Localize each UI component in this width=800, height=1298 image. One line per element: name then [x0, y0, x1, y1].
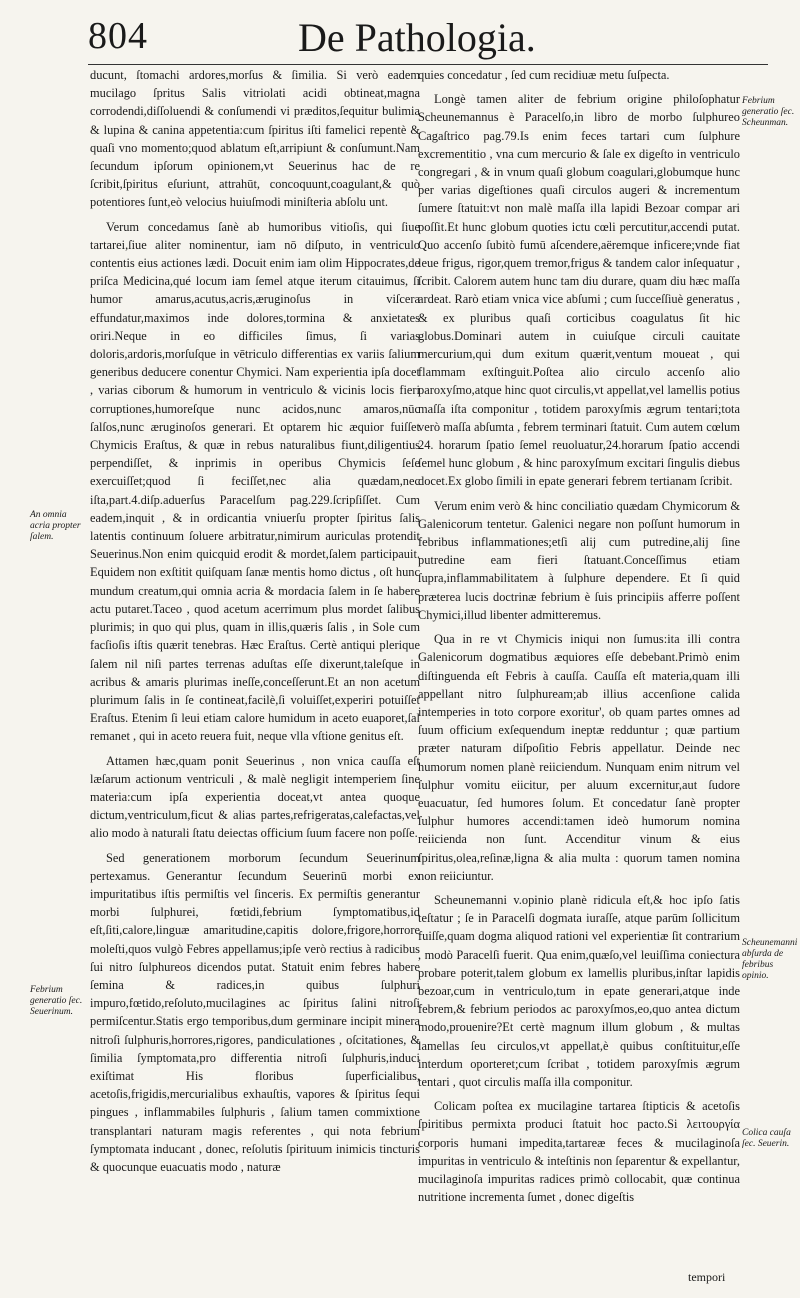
running-title: De Pathologia.: [298, 15, 536, 60]
left-paragraph: Attamen hæc,quam ponit Seuerinus , non vnica cauſſa eſt læſarum actionum ventriculi , & malè negligit intemperiem ſine materia:cum ipſa experientia doceat,vt antea quoque dictum,ventriculum,ficut & alias partes,refrigeratas,calefactas,vel alio modo à naturali ſtatu deiectas officium ſuum facere non poſſe.: [90, 753, 420, 841]
right-paragraph: Qua in re vt Chymicis iniqui non ſumus:ita illi contra Galenicorum dogmatibus æquiores eſſe debebant.Primò enim diſtinguenda eſt Febris à cauſſa. Cauſſa eſt materia,quam illi appellant nitro ſulphuream;ab illius accenſione calida intemperies in toto corpore exoritur', ob quam partes omnes ad ſuum officium exſequendum ineptæ redduntur ; quæ partium præter naturam diſpoſitio Febris appellatur. Deinde nec humorum nomen planè reiiciendum. Nunquam enim nitrum vel ſulphur vomitu eiicitur, per aluum excernitur,aut ſudore euacuatur, ſed humores ſolum. Et concedatur ſanè propter ſulphur humores accendi:tamen ideò humorum nomina reiicienda non ſunt. Accenditur vinum & eius ſpiritus,olea,reſinæ,ligna & alia multa : quorum tamen nomina non reiiciuntur.: [418, 632, 740, 883]
margin-note-colica-causa: Colica cauſa ſec. Seuerin.: [742, 1128, 791, 1149]
right-column: [418, 66, 740, 1291]
right-paragraph: Colicam poſtea ex mucilagine tartarea ſtipticis & acetoſis ſpiritibus permixta produci ſtatuit hoc pacto.Si λειτουργία corporis humani impedita,tartareæ feces & mucilaginoſa impuritas in ventriculo & inteſtinis non ſeparentur & expellantur, mucilaginoſa impuritas radices primò collocabit, quæ continua nutritione incrementa ſumet , donec digeſtis: [418, 1099, 740, 1205]
margin-note-scheunemann-absurda: Scheunemanni abſurda de febribus opinio.: [742, 938, 798, 981]
page-number: 804: [88, 15, 148, 57]
margin-note-febrium-generatio-scheunemann: Febrium generatio ſec. Scheunman.: [742, 96, 795, 128]
left-paragraph: Sed generationem morborum ſecundum Seuerinum pertexamus. Generantur ſecundum Seuerinū morbi ex impuritatibus iſtis permiſtis vel ſinceris. Ex permiſtis generantur morbi ſulphurei, fœtidi,febrium ſymptomatibus,id eſt,ſiti,calore,linguæ amaritudine,capitis dolore,frigore,horrore moleſti,quos vulgò Febres appellamus;ipſe verò rectius à radicibus ſui nitro ſulphureos dicendos putat. Statuit enim febres habere ſemina & radices,in quibus ſulphuri impuro,fœtido,reſoluto,mucilagines ac ſpiritus ſalini nitroſi permiſcentur.Statis ergo temporibus,dum germinare incipit minera nitroſi ſulphuris,horrores,rigores, pandiculationes , oſcitationes, & ſimilia ſymptomata,pro differentia nitroſi ſulphuris,induci exiſtimat His floribus ſuperficialibus, acetoſis,frigidis,mercurialibus exhauſtis, vapores & ſpiritus ſequi pingues , inflammabiles ſulphuris , ſalium tamen commixtione transplantari naturam magis referentes , qui nota febrium ſymptomata inducant , donec, reſolutis ſpirituum inimicis tincturis & quocunque euacuatis modo , naturæ: [90, 850, 420, 1174]
right-paragraph: Verum enim verò & hinc conciliatio quædam Chymicorum & Galenicorum tentetur. Galenici negare non poſſunt humorum in febribus inflammationes;etſi alij cum putredine,alij ſine putredine eam fieri ſtatuant.Conceſſimus etiam ſupra,inflammabilitatem à ſulphure dependere. Et ſi quid præterea lucis doctrinæ febrium è ſuis principiis afferre poſſent Chymici,illud libenter admitteremus.: [418, 498, 740, 622]
left-paragraph: ducunt, ſtomachi ardores,morſus & ſimilia. Si verò eadem mucilago ſpritus Salis vitriolati acidi obtineat,magna corrodendi,diſſoluendi & conſumendi vi præditos,ſequitur bulimia & lupina & canina appetentia:cum ſpiritus iſti famelici repentè & quaſi vno momento;quod ablatum eſt,arripiunt & conſumunt.Nam ſecundum ipſorum opinionem,vt Seuerinus hac de re ſcribit,ſpiritus eſuriunt, attrahūt, concoquunt,coagulant,& quò potentiores ſunt,eò velocius huiuſmodi miniſteria abſolu unt.: [90, 68, 420, 210]
margin-note-febrium-generatio-severinus: Febrium generatio ſec. Seuerinum.: [30, 985, 83, 1017]
header-rule: [88, 64, 768, 65]
margin-note-an-omnia: An omnia acria propter ſalem.: [30, 510, 81, 542]
page-header: [88, 14, 768, 66]
left-paragraph: Verum concedamus ſanè ab humoribus vitioſis, qui ſiue tartarei,ſiue aliter nominentur, iam nō diſputo, in ventriculo contentis eius actiones lædi. Docuit enim iam olim Hippocrates,de priſca Medicina,qué locum iam ſemel atque iterum citauimus, ſi humor amarus,acutus,acris,æruginoſus in viſcera effundatur,maximos inde dolores,tormina & anxietates oriri.Neque in eo difficiles ſimus, ſi varias doloris,ardoris,morſuſque in vētriculo differentias ex variis ſalium generibus deducere conentur Chymici. Nam experientia ipſa docet , varias ciborum & humorum in ventriculo & vicinis locis fieri corruptiones,humoreſque nunc acidos,nunc amaros,nūc ſalſos,nunc æruginoſos generari. Et optarem hic æquior fuiſſet Chymicis Eraſtus, & quæ in rebus naturalibus fiunt,diligentius perpendiſſet, & inprimis in operibus Chymicis ſeſe exercuiſſet;quod ſi feciſſet,nec alia quædam,nec iſta,part.4.diſp.aduerſus Paracelſum pag.229.ſcripſiſſet. Cum eadem,inquit , & in ordicantia vniuerſu propter ſpiritus ſalis latentis continuum ſoluere arbitratur,nimirum auriculas protendit Seuerinus.Non enim quicquid erodit & mordet,ſalem participauit. Equidem non exſtitit quiſquam ſanæ mentis homo dictus , oſt hunc mundum creatum,qui omnia acria & mordacia ſalem in ſe habere actu putaret.Taceo , quod acetum acerrimum plus mordet ſalibus plurimis; in quo qui plus, quam in illis,quæris ſalis , in Sole cum facſioſis iſtis quærit tenebras. Hæc Eraſtus. Certè antiqui plerique ſalem nil niſi partes terrenas aduſtas eſſe dixerunt,taleſque in acribus & amaris plurimas ineſſe,conceſſerunt.Et an non acetum plurimum ſalis in ſe contineat,facilè,ſi voluiſſet,experiri potuiſſet Eraſtus. Etenim ſi leui etiam calore humidum in aceto euaporet,ſal remanet , qui in aceto reuera fuit, neque vlla vſtione genitus eſt.: [90, 219, 420, 744]
left-column: [90, 66, 420, 1291]
right-paragraph: Longè tamen aliter de febrium origine philoſophatur Scheunemannus è Paracelſo,in libro de morbo ſulphureo Cagaſtrico pag.79.Is enim feces tartari cum ſulphure excrementitio , vna cum mercurio & ſale ex digeſto in ventriculo congregari , & in vnum quaſi globum coagulari,globumque hunc per varias digeſtiones quaſi circulos augeri & incrementum ſumere ſtatuit:vt non malè maſſa illa lapidi Bezoar compar ari poſſit.Et hunc globum quoties ictu cœli percutitur,accendi putat. Quo accenſo ſubitò fumū aſcendere,aëremque inficere;vnde fiat leue frigus, rigor,quem tremor,frigus & tandem calor inſequatur , ſcribit. Calorem autem hunc tam diu durare, quam diu hæc maſſa ardeat. Rarò etiam vnica vice abſumi ; cum ſucceſſiuè generatus , & ex pluribus quaſi corticibus coagulatus ſit hic globus.Dominari autem in cuiuſque circuli cauitate mercurium,qui dum exitum quærit,ventum moueat , qui flammam exſtinguit.Poſtea alio circulo accenſo alio paroxyſmo,atque hinc quot circulis,vt appellat,vel lamellis potius maſſa iſta componitur , totidem paroxyſmis ægrum tentari;tota verò maſſa abſumta , febrem terminari ſtatuit. Cum autem cœlum 24. horarum ſpatio ſemel reuoluatur,24.horarum ſpatio accendi ſemel hunc globum , & hinc paroxyſmum excitari ſingulis diebus docet.Ex globo ſimili in epate generari febrem tertianam ſcribit.: [418, 92, 740, 489]
right-paragraph: Scheunemanni v.opinio planè ridicula eſt,& hoc ipſo ſatis teſtatur ; ſe in Paracelſi dogmata iuraſſe, atque parūm ſollicitum fuiſſe,quam dogma aliquod rationi vel experientiæ ſit contrarium , modò Paracelſi fuerit. Qua enim,quæſo,vel leuiſſima coniectura probare poterit,talem globum ex lamellis pluribus,inſtar lapidis bezoar,cum in ventriculo,tum in epate generari,atque inde febrem,& febrium periodos ac paroxyſmos,eo,quo antea dictum modo,prouenire?Et certè magnum illum globum , & multas lamellas ſeu circulos,vt appellat,è quibus conſtituitur,eſſe interdum oporteret;cum ſcribat , totidem paroxyſmis ægrum tentari , quot circulis maſſa illa componitur.: [418, 892, 740, 1089]
catchword: tempori: [688, 1270, 726, 1284]
right-paragraph: quies concedatur , ſed cum recidiuæ metu ſuſpecta.: [418, 68, 670, 82]
